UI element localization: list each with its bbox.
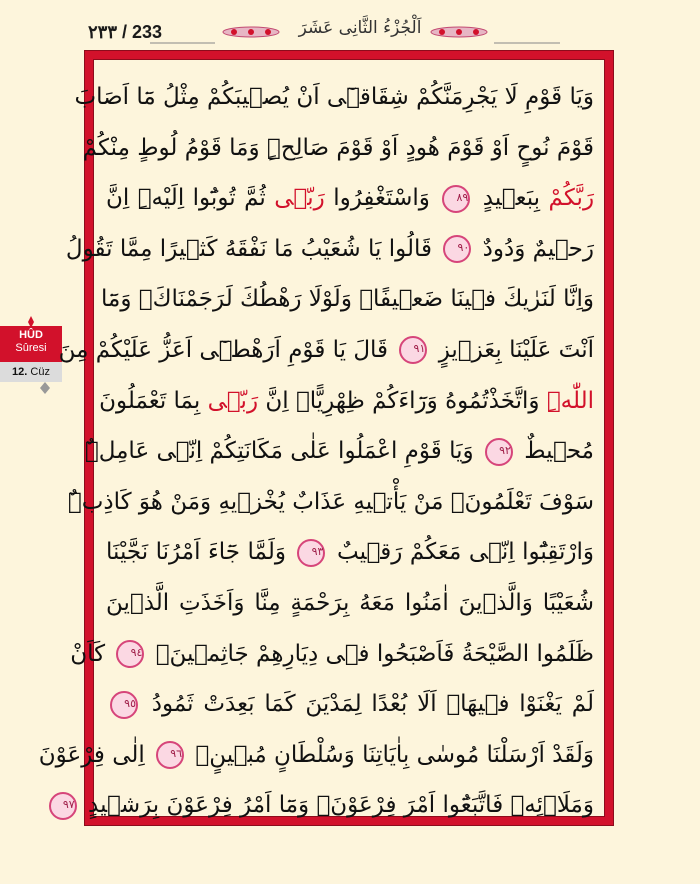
ayah-number-marker: ٩١ [399,336,427,364]
verse-text: كَاَنْ [70,640,106,667]
verse-text: وَاِنَّا لَنَرٰيكَ فٖينَا ضَعٖيفًاۚ وَلَوْلَا رَهْطُكَ لَرَجَمْنَاكَۘ وَمَٓا [101,286,594,313]
text-line [38,730,594,781]
verse-text: اَنْتَ عَلَيْنَا بِعَزٖيزٍ [438,336,594,363]
surah-label-box [0,326,62,362]
ayah-number-marker: ٩٥ [110,691,138,719]
ornament-left-icon [222,26,280,38]
verse-text: ظَلَمُوا الصَّيْحَةُ فَاَصْبَحُوا فٖى دِيَارِهِمْ جَاثِمٖينَۙ [155,640,594,667]
text-line [67,477,594,528]
text-line [62,780,594,831]
verse-text: سَوْفَ تَعْلَمُونَۙ مَنْ يَأْتٖيهِ عَذَابٌ يُخْزٖيهِ وَمَنْ هُوَ كَاذِبٌۜ [67,488,594,515]
verse-text: بِمَا تَعْمَلُونَ [99,387,201,414]
ayah-number-marker: ٩٤ [116,640,144,668]
ayah-number-marker: ٩٠ [443,235,471,263]
divine-name: رَبَّكُمْ [548,185,595,212]
divine-name: رَبّٖى [274,185,325,212]
text-line [106,527,594,578]
surah-side-tab [0,326,62,382]
diamond-ornament-icon [40,382,50,394]
verse-text: اِلٰى فِرْعَوْنَ [38,741,145,768]
verse-text: قَوْمَ نُوحٍ اَوْ قَوْمَ هُودٍ اَوْ قَوْمَ صَالِحٍۜ وَمَا قَوْمُ لُوطٍ مِنْكُمْ [82,134,594,161]
verse-text: بِبَعٖيدٍ [482,185,541,212]
cuz-label-box [0,362,62,382]
verse-text: شُعَيْبًا وَالَّذٖينَ اٰمَنُوا مَعَهُ بِرَحْمَةٍ مِنَّا وَاَخَذَتِ الَّذٖينَ [106,589,594,616]
verse-text: وَلَقَدْ اَرْسَلْنَا مُوسٰى بِاٰيَاتِنَا وَسُلْطَانٍ مُبٖينٍۙ [195,741,594,768]
text-line [101,274,594,325]
text-line [99,376,594,427]
text-line [106,578,594,629]
text-line [106,173,594,224]
ayah-number-marker: ٩٧ [49,792,77,820]
verse-text: قَالَ يَا قَوْمِ اَرَهْطٖٓى اَعَزُّ عَلَيْكُمْ مِنَ [58,336,389,363]
verse-text: مُحٖيطٌ [524,438,594,465]
verse-text: وَارْتَقِبُٓوا اِنّٖى مَعَكُمْ رَقٖيبٌ [336,539,594,566]
verse-text: وَلَمَّا جَٓاءَ اَمْرُنَا نَجَّيْنَا [106,539,286,566]
ayah-number-marker: ٩٢ [485,438,513,466]
text-line [82,123,594,174]
cuz-label: Cüz [30,366,50,378]
juz-title: اَلْجُزْءُ الثَّانِى عَشَرَ [298,18,422,38]
verse-text: لَمْ يَغْنَوْا فٖيهَاۜ اَلَا بُعْدًا لِمَدْيَنَ كَمَا بَعِدَتْ ثَمُودُ [151,691,595,718]
text-line [74,72,594,123]
text-line [70,629,594,680]
verse-text: قَالُوا يَا شُعَيْبُ مَا نَفْقَهُ كَثٖيرًا مِمَّا تَقُولُ [65,235,432,262]
cuz-number: 12. [12,366,28,378]
text-line [84,426,594,477]
verse-text: وَاسْتَغْفِرُوا [333,185,430,212]
verse-text: وَيَا قَوْمِ اعْمَلُوا عَلٰى مَكَانَتِكُمْ اِنّٖى عَامِلٌۜ [84,438,474,465]
verse-text: ثُمَّ تُوبُٓوا اِلَيْهِۜ اِنَّ [106,185,266,212]
divine-name: رَبّٖى [207,387,259,414]
ayah-number-marker: ٩٣ [297,539,325,567]
verse-text: وَاتَّخَذْتُمُوهُ وَرَٓاءَكُمْ ظِهْرِيًّاۜ اِنَّ [265,387,540,414]
verse-text: رَحٖيمٌ وَدُودٌ [482,235,594,262]
divine-name: اللّٰهِۜ [546,387,594,414]
verse-text: وَمَلَا۬ئِهٖ فَاتَّبَعُٓوا اَمْرَ فِرْعَوْنَۚ وَمَٓا اَمْرُ فِرْعَوْنَ بِرَشٖيدٍ [88,792,594,819]
ayah-number-marker: ٨٩ [442,185,470,213]
ornament-right-icon [430,26,488,38]
text-line [106,679,594,730]
ayah-number-marker: ٩٦ [156,741,184,769]
text-line [58,325,594,376]
verse-text: وَيَا قَوْمِ لَا يَجْرِمَنَّكُمْ شِقَاقٖٓى اَنْ يُصٖيبَكُمْ مِثْلُ مَٓا اَصَابَ [74,84,594,110]
surah-name: HÛD [19,329,43,341]
page-number: ۲۳۳ / 233 [88,22,163,42]
surah-label: Sûresi [15,342,47,354]
header-rule-icon [0,41,700,45]
text-line [65,224,594,275]
